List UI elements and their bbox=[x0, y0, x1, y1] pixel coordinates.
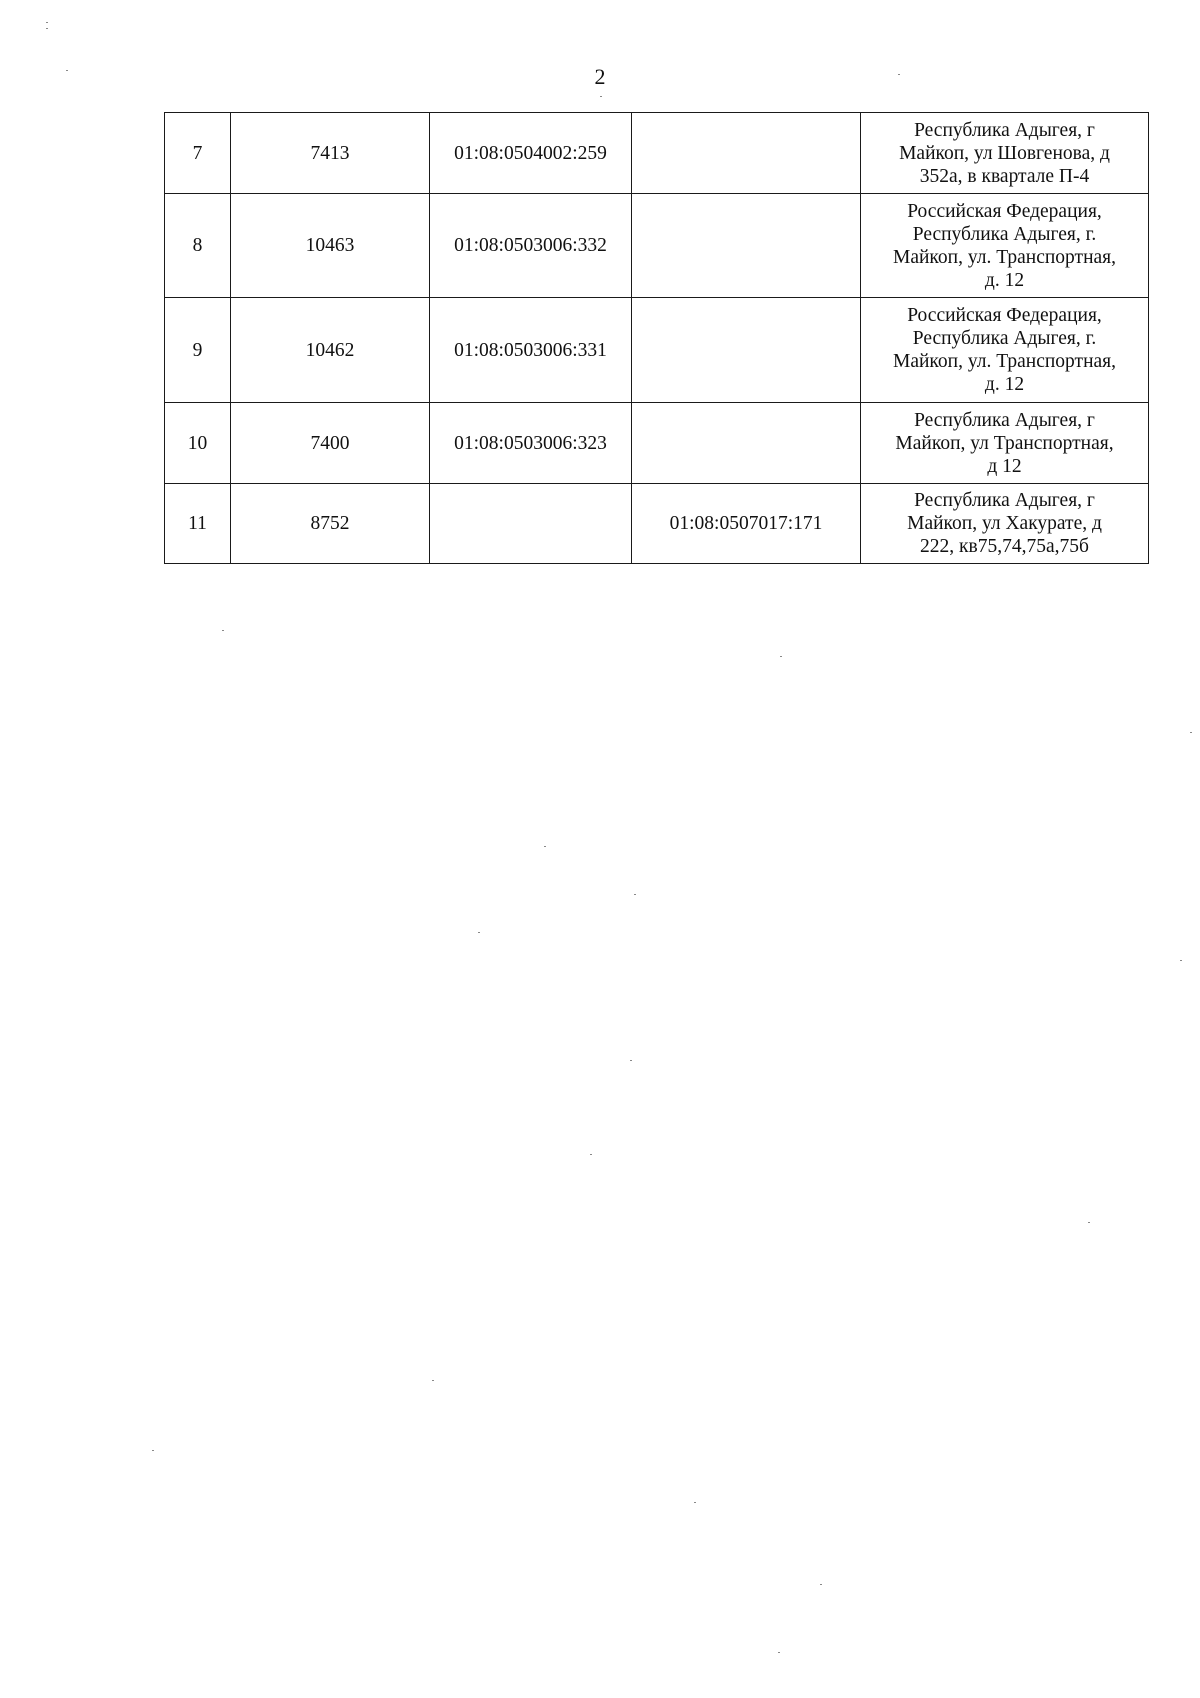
scan-speck bbox=[222, 630, 224, 631]
address-line: д. 12 bbox=[984, 374, 1025, 395]
cadastral-number-alt-cell bbox=[632, 194, 861, 298]
cadastral-number-alt-cell: 01:08:0507017:171 bbox=[632, 484, 861, 564]
registry-number-cell: 8752 bbox=[231, 484, 430, 564]
scan-speck bbox=[152, 1450, 154, 1451]
scan-speck bbox=[46, 22, 48, 23]
scan-speck bbox=[1088, 1222, 1090, 1223]
row-number-cell: 8 bbox=[165, 194, 231, 298]
scan-speck bbox=[1180, 960, 1182, 961]
address-line: 222, кв75,74,75а,75б bbox=[920, 536, 1089, 557]
scan-speck bbox=[600, 96, 602, 97]
registry-number-cell: 7413 bbox=[231, 113, 430, 194]
address-line: Республика Адыгея, г bbox=[914, 490, 1095, 511]
row-number-cell: 11 bbox=[165, 484, 231, 564]
scan-speck bbox=[544, 846, 546, 847]
cadastral-number-alt-cell bbox=[632, 298, 861, 403]
address-line: Майкоп, ул. Транспортная, bbox=[892, 351, 1117, 372]
table-row bbox=[165, 484, 1149, 564]
address-line: Республика Адыгея, г. bbox=[912, 328, 1097, 349]
page-number: 2 bbox=[594, 64, 606, 89]
registry-number-cell: 10462 bbox=[231, 298, 430, 403]
scan-speck bbox=[630, 1060, 632, 1061]
address-cell bbox=[861, 113, 1149, 194]
address-line: 352а, в квартале П-4 bbox=[919, 165, 1090, 187]
row-number-cell: 10 bbox=[165, 403, 231, 484]
scan-speck bbox=[634, 894, 636, 895]
address-line: Майкоп, ул Транспортная, bbox=[895, 432, 1114, 454]
cadastral-number-cell: 01:08:0503006:332 bbox=[430, 194, 632, 298]
table-row bbox=[165, 113, 1149, 194]
address-line: д 12 bbox=[987, 455, 1022, 477]
scan-speck bbox=[780, 656, 782, 657]
table-row bbox=[165, 298, 1149, 403]
address-line: Майкоп, ул Шовгенова, д bbox=[899, 142, 1110, 164]
cadastral-number-cell: 01:08:0503006:331 bbox=[430, 298, 632, 403]
scan-speck bbox=[1190, 732, 1192, 733]
address-line: Республика Адыгея, г bbox=[914, 409, 1095, 431]
table-row bbox=[165, 194, 1149, 298]
address-line: Майкоп, ул Хакурате, д bbox=[907, 513, 1102, 534]
address-line: Российская Федерация, bbox=[907, 200, 1102, 222]
address-cell bbox=[861, 403, 1149, 484]
address-line: д. 12 bbox=[984, 269, 1025, 291]
registry-number-cell: 7400 bbox=[231, 403, 430, 484]
address-cell bbox=[861, 194, 1149, 298]
table-row bbox=[165, 403, 1149, 484]
scan-speck bbox=[694, 1502, 696, 1503]
address-line: Российская Федерация, bbox=[907, 305, 1102, 326]
address-line: Республика Адыгея, г bbox=[914, 119, 1095, 141]
cadastral-number-cell bbox=[430, 484, 632, 564]
cadastral-number-cell: 01:08:0503006:323 bbox=[430, 403, 632, 484]
address-line: Республика Адыгея, г. bbox=[912, 223, 1097, 245]
cadastral-number-alt-cell bbox=[632, 403, 861, 484]
registry-number-cell: 10463 bbox=[231, 194, 430, 298]
scan-speck bbox=[46, 28, 48, 29]
row-number-cell: 7 bbox=[165, 113, 231, 194]
row-number-cell: 9 bbox=[165, 298, 231, 403]
scan-speck bbox=[820, 1584, 822, 1585]
address-cell bbox=[861, 484, 1149, 564]
address-line: Майкоп, ул. Транспортная, bbox=[892, 246, 1117, 268]
scan-speck bbox=[478, 932, 480, 933]
scan-speck bbox=[432, 1380, 434, 1381]
property-table bbox=[164, 112, 1149, 564]
scan-speck bbox=[898, 74, 900, 75]
scan-speck bbox=[778, 1652, 780, 1653]
address-cell bbox=[861, 298, 1149, 403]
cadastral-number-cell: 01:08:0504002:259 bbox=[430, 113, 632, 194]
scan-speck bbox=[66, 70, 68, 71]
scan-speck bbox=[590, 1154, 592, 1155]
cadastral-number-alt-cell bbox=[632, 113, 861, 194]
